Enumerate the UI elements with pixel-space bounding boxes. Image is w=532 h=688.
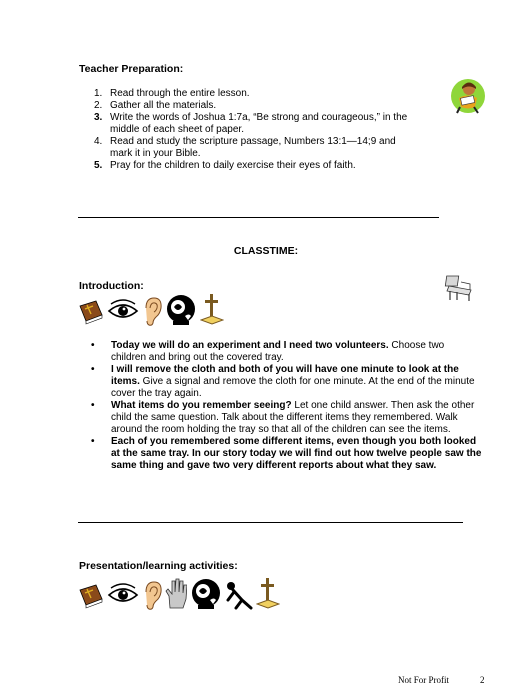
cross-bible-icon — [256, 576, 280, 610]
section-divider — [78, 217, 439, 218]
list-item: 5. Pray for the children to daily exercise their eyes of faith. — [94, 160, 356, 171]
reading-child-icon — [449, 78, 487, 118]
eye-icon — [107, 580, 139, 610]
list-item: 3. Write the words of Joshua 1:7a, “Be strong and courageous,” in the middle of each sheet of paper. — [94, 112, 408, 135]
teacher-prep-heading: Teacher Preparation: — [79, 63, 184, 75]
ear-icon — [142, 296, 162, 326]
list-item: • Today we will do an experiment and I need two volunteers. Choose two children and bring out the covered tray. — [91, 340, 482, 364]
list-item: 1. Read through the entire lesson. — [94, 88, 250, 99]
introduction-list — [91, 340, 482, 472]
ear-icon — [142, 580, 162, 610]
cross-bible-icon — [200, 292, 224, 326]
stretching-figure-icon — [225, 578, 253, 610]
hand-icon — [165, 578, 187, 610]
eye-icon — [107, 296, 139, 326]
page-number: 2 — [480, 675, 485, 685]
head-heart-icon — [165, 294, 197, 326]
classtime-heading: CLASSTIME: — [233, 245, 299, 257]
classroom-desk-icon — [443, 274, 477, 306]
section-divider — [78, 522, 463, 523]
list-item: 2. Gather all the materials. — [94, 100, 217, 111]
bible-icon — [78, 296, 104, 326]
introduction-heading: Introduction: — [79, 280, 144, 292]
footer-text: Not For Profit — [398, 675, 450, 685]
teacher-prep-list — [94, 88, 410, 172]
introduction-icon-row — [78, 292, 224, 326]
head-heart-icon — [190, 578, 222, 610]
presentation-heading: Presentation/learning activities: — [79, 560, 238, 572]
list-item: 4. Read and study the scripture passage, Numbers 13:1—14;9 and mark it in your Bible. — [94, 136, 396, 159]
presentation-icon-row — [78, 576, 280, 610]
list-item: • I will remove the cloth and both of you will have one minute to look at the items. Give a signal and remove the cloth for one minute. At the end of the minute cover the tray again. — [91, 364, 482, 400]
bible-icon — [78, 580, 104, 610]
list-item: • What items do you remember seeing? Let one child answer. Then ask the other child the same question. Talk about the different items they remembered. Walk around the room holding the tray so that all of the children can see the items. — [91, 400, 482, 436]
list-item: • Each of you remembered some different items, even though you both looked at the same tray. In our story today we will find out how twelve people saw the same thing and gave two very different reports about what they saw. — [91, 436, 482, 472]
